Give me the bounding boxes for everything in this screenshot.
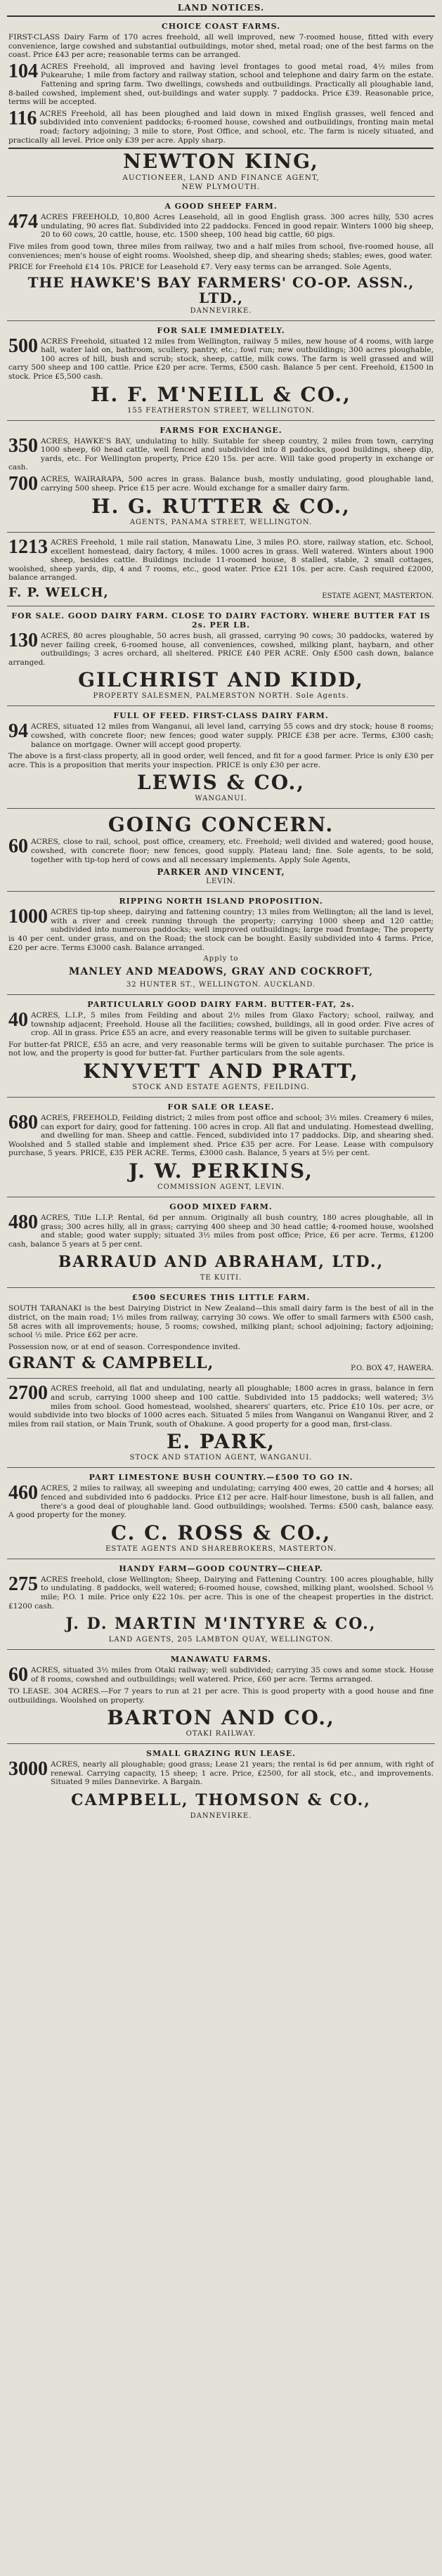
agent-name: BARRAUD AND ABRAHAM, LTD.,: [58, 1253, 384, 1272]
notice-little-farm: [7, 1288, 435, 1379]
agent-name: MANLEY AND MEADOWS, GRAY AND COCKROFT,: [68, 966, 374, 978]
agent-name: E. PARK,: [167, 1430, 275, 1454]
notice-heading: FARMS FOR EXCHANGE.: [160, 425, 282, 435]
notice-handy-farm: [7, 1559, 435, 1650]
listing-text: ACRES, 80 acres ploughable, 50 acres bush, all grassed, carrying 90 cows; 30 paddocks, watered by never failing creek, 6-roomed house, all conveniences, cowshed, milking plant, haybarn, and other outbuildings; 3 acres orchard, all sheltered. PRICE £40 PER ACRE. Only £500 cash down, balance arranged.: [8, 632, 434, 667]
notice-limestone-bush: [7, 1468, 435, 1559]
notice-heading: CHOICE COAST FARMS.: [161, 22, 281, 31]
agent-name: H. G. RUTTER & CO.,: [91, 495, 351, 519]
notice-heading: FOR SALE IMMEDIATELY.: [157, 325, 285, 335]
listing-text: ACRES, nearly all ploughable; good grass; Lease 21 years; the rental is 6d per annum, with right of renewal. Carrying capacity, 15 sheep; 1 acre. Price, £2500, for all stock, etc., and improvements. Situated 9 miles Dannevirke. A Bargain.: [51, 1760, 434, 1787]
notice-choice-coast-farms: [7, 17, 435, 197]
agent-line: [8, 1354, 434, 1372]
listing: [8, 908, 434, 952]
agent-line: AUCTIONEER, LAND AND FINANCE AGENT,: [122, 174, 320, 183]
divider: [8, 148, 434, 149]
notice-heading: PART LIMESTONE BUSH COUNTRY.—£500 TO GO IN.: [89, 1473, 353, 1483]
acres-number: 275: [8, 1573, 38, 1595]
listing: [8, 213, 434, 240]
agent-location: ESTATE AGENT, MASTERTON.: [322, 592, 434, 600]
notice-full-of-feed: [7, 706, 435, 809]
listing: [8, 1114, 434, 1158]
acres-number: 1000: [8, 906, 48, 928]
notice-manawatu-farms: [7, 1650, 435, 1744]
agent-location: LEVIN.: [206, 878, 236, 886]
acres-number: 500: [8, 334, 38, 357]
listing: [8, 632, 434, 667]
notice-manawatu-freehold: [7, 533, 435, 606]
agent-location: NEW PLYMOUTH.: [181, 183, 261, 192]
agent-name: C. C. ROSS & CO.,: [110, 1521, 332, 1544]
notice-farms-for-exchange: [7, 421, 435, 533]
listing: [8, 334, 434, 382]
listing-text: FIRST-CLASS Dairy Farm of 170 acres freehold, all well improved, new 7-roomed house, fitted with every convenience, large cowshed and substantial outbuildings, motor shed, metal road; one of the best farms on the coast. Price £43 per acre; reasonable terms can be arranged.: [8, 33, 434, 60]
listing: [8, 1011, 434, 1038]
acres-number: 480: [8, 1211, 38, 1234]
listing-text-extra: TO LEASE. 304 ACRES.—For 7 years to run at 21 per acre. This is good property with a good house and fine outbuildings. Woolshed on property.: [8, 1687, 434, 1705]
listing: [8, 1666, 434, 1684]
acres-number: 104: [8, 60, 38, 82]
acres-number: 700: [8, 473, 38, 495]
listing: [8, 722, 434, 749]
listing: [8, 1575, 434, 1611]
listing-text: ACRES, WAIRARAPA, 500 acres in grass. Balance bush, mostly undulating, good ploughable land, carrying 500 sheep. Price £15 per acre. Would exchange for a smaller dairy farm.: [41, 475, 434, 493]
listing: [8, 835, 434, 864]
agent-location: WANGANUI.: [195, 795, 247, 803]
acres-number: 130: [8, 630, 38, 651]
listing-text: SOUTH TARANAKI is the best Dairying District in New Zealand—this small dairy farm is the best of all in the district, on the main road; 1½ miles from railway, carrying 30 cows. We offer to small farmers with £500 cash, 58 acres with all improvements; house, 5 rooms; cowshed, milking plant; school adjoining; factory adjoining; school ½ mile. Price £62 per acre.: [8, 1304, 434, 1340]
notice-wanganui-freehold: [7, 1379, 435, 1468]
agent-name: KNYVETT AND PRATT,: [83, 1060, 359, 1084]
acres-number: 3000: [8, 1758, 48, 1781]
agent-location: TE KUITI.: [200, 1274, 242, 1282]
agent-name: GILCHRIST AND KIDD,: [78, 668, 364, 692]
listing-text-extra: The above is a first-class property, all in good order, well fenced, and fit for a good farmer. Price is only £30 per acre. This is a proposition that merits your inspection. PRICE is only £30 per acre.: [8, 752, 434, 769]
notice-particularly-good-dairy: [7, 995, 435, 1098]
listing-text: ACRES freehold, close Wellington; Sheep, Dairying and Fattening Country. 100 acres ploughable, hilly to undulating. 8 paddocks, well watered; 6-roomed house, cowshed, milking plant, woolshed. School ½ mile; P.O. 1 mile. Price only £22 10s. per acre. This is one of the cheapest properties in the district. £1200 cash.: [8, 1575, 434, 1611]
agent-name: PARKER AND VINCENT,: [157, 867, 285, 878]
listing-text: ACRES, 2 miles to railway, all sweeping and undulating; carrying 400 ewes, 20 cattle and 4 horses; all fenced and subdivided into 6 paddocks. Price £12 per acre. Half-hour limestone, bush is all fallen, and there's a good deal of ploughable land. Good outbuildings; woolshed. Terms: £500 cash, balance easy. A good property for the money.: [8, 1484, 434, 1520]
agent-location: P.O. BOX 47, HAWERA.: [351, 1365, 434, 1373]
acres-number: 94: [8, 720, 28, 743]
notice-heading: FULL OF FEED. FIRST-CLASS DAIRY FARM.: [113, 711, 329, 721]
listing-text: ACRES, Title L.I.P. Rental, 6d per annum. Originally all bush country, 180 acres ploughable, all in grass; 300 acres hilly, all in grass; carrying 400 sheep and 30 head cattle; 4-roomed house, woolshed and stable; good water supply; situated 3½ miles from post office; Price, £6 per acre. Terms, £1200 cash, balance 5 years at 5 per cent.: [8, 1214, 434, 1249]
agent-name: J. D. MARTIN M'INTYRE & CO.,: [65, 1615, 377, 1634]
listing-text-extra: For butter-fat PRICE, £55 an acre, and very reasonable terms will be given to suitable purchaser. The price is not low, and the property is good for butter-fat. Further particulars from the sole agents.: [8, 1040, 434, 1058]
agent-name: BARTON AND CO.,: [107, 1706, 335, 1730]
listing-text: ACRES, FREEHOLD, Feilding district; 2 miles from post office and school; 3½ miles. Creamery 6 miles, can export for dairy, good for fattening. 100 acres in crop. All flat and undulating. Homestead dwelling, and dwelling for man. Sheep and cattle. Fenced, subdivided into 17 paddocks. Dip, and shearing shed. Woolshed and 5 stalled stable and implement shed. Price £35 per acre. For Lease. Lease with compulsory purchase, 5 years. PRICE, £35 PER ACRE. Terms, £3000 cash. Balance, 5 years at 5½ per cent.: [8, 1114, 434, 1158]
agent-location: ESTATE AGENTS AND SHAREBROKERS, MASTERTON.: [105, 1544, 337, 1553]
notice-heading: FOR SALE OR LEASE.: [167, 1102, 275, 1112]
notice-north-island-proposition: [7, 892, 435, 995]
listing: [8, 60, 434, 107]
listing-text: ACRES Freehold, all has been ploughed and laid down in mixed English grasses, well fenced and subdivided into convenient paddocks; 6-roomed house, cowshed and outbuildings, fronting main metal road; factory adjoining; 3 mile to store, Post Office, and school, etc. The farm is nicely situated, and practically all level. Price only £39 per acre. Apply sharp.: [8, 109, 434, 145]
notice-good-sheep-farm: [7, 197, 435, 321]
notice-grazing-run-lease: [7, 1744, 435, 1826]
notice-heading: A GOOD SHEEP FARM.: [164, 202, 278, 212]
listing: [8, 1211, 434, 1249]
listing-text: ACRES, HAWKE'S BAY, undulating to hilly. Suitable for sheep country, 2 miles from town, carrying 1000 sheep, 60 head cattle, well fenced and subdivided into 8 paddocks, good buildings, sheep dip, yards, etc. For Wellington property, Price £20 15s. per acre. Will take good property in exchange or cash.: [8, 436, 434, 472]
listing-text: ACRES, close to rail, school, post office, creamery, etc. Freehold; well divided and watered; good house, cowshed, with concrete floor; new fences, good supply. Plateau land; fine. Sole agents, to be sold, together with tip-top herd of cows and all necessary implements. Apply Sole Agents,: [31, 838, 434, 864]
notice-good-mixed-farm: [7, 1197, 435, 1288]
listing-text: ACRES, L.I.P., 5 miles from Feilding and about 2½ miles from Glaxo Factory; school, railway, and township adjacent; Freehold. House all the facilities; cowshed, buildings, all in good order. Five acres of crop. All in grass. Price £55 an acre, and every reasonable terms will be given to suitable purchaser.: [31, 1011, 434, 1038]
notice-heading: RIPPING NORTH ISLAND PROPOSITION.: [119, 897, 323, 906]
listing: [8, 33, 434, 60]
agent-location: PROPERTY SALESMEN, PALMERSTON NORTH. Sole Agents.: [93, 692, 349, 701]
listing: [8, 434, 434, 472]
agent-location: AGENTS, PANAMA STREET, WELLINGTON.: [129, 519, 313, 527]
listing: [8, 1304, 434, 1339]
notice-heading: PARTICULARLY GOOD DAIRY FARM. BUTTER-FAT, 2s.: [87, 1000, 355, 1010]
acres-number: 350: [8, 434, 38, 457]
listing-price: PRICE for Freehold £14 10s. PRICE for Leasehold £7. Very easy terms can be arranged. Sole Agents,: [8, 263, 392, 272]
acres-number: 680: [8, 1112, 38, 1134]
notice-heading: GOOD MIXED FARM.: [169, 1202, 273, 1212]
acres-number: 2700: [8, 1382, 48, 1405]
notice-heading: £500 SECURES THIS LITTLE FARM.: [131, 1293, 311, 1303]
listing: [8, 1760, 434, 1787]
agent-name: H. F. M'NEILL & CO.,: [91, 382, 351, 406]
agent-location: 32 HUNTER ST., WELLINGTON. AUCKLAND.: [126, 981, 316, 989]
acres-number: 40: [8, 1009, 28, 1032]
land-notices-page: [7, 3, 435, 1828]
acres-number: 60: [8, 1664, 28, 1686]
agent-location: DANNEVIRKE.: [190, 1812, 252, 1821]
agent-name: THE HAWKE'S BAY FARMERS' CO-OP. ASSN., LTD.,: [27, 273, 415, 306]
listing: [8, 107, 434, 145]
agent-line: [8, 585, 434, 600]
listing-text: ACRES Freehold, all improved and having level frontages to good metal road, 4½ miles from Pukearuhe; 1 mile from factory and railway station, school and telephone and dairy farm on the estate. Fattening and spring farm. Two dwellings, cowsheds and outbuildings. Practically all ploughable land, 8-bailed cowshed, implement shed, out-buildings and water supply. 7 paddocks. Price £39. Reasonable price, terms will be accepted.: [8, 62, 434, 107]
agent-name: J. W. PERKINS,: [129, 1159, 313, 1183]
listing: [8, 475, 434, 493]
agent-name: CAMPBELL, THOMSON & CO.,: [71, 1791, 371, 1810]
listing: [8, 1384, 434, 1429]
agent-name: NEWTON KING,: [123, 150, 319, 174]
agent-location: DANNEVIRKE.: [190, 306, 252, 315]
agent-location: COMMISSION AGENT, LEVIN.: [157, 1183, 285, 1192]
listing-text-extra: Possession now, or at end of season. Correspondence invited.: [8, 1342, 240, 1351]
notice-heading: SMALL GRAZING RUN LEASE.: [146, 1749, 296, 1759]
agent-location: OTAKI RAILWAY.: [186, 1730, 256, 1738]
listing-text-extra: Five miles from good town, three miles from railway, two and a half miles from school, five-roomed house, all conveniences; men's house of eight rooms. Woolshed, sheep dip, and shearing sheds; stables; ewes, good water.: [8, 242, 434, 260]
notice-heading: HANDY FARM—GOOD COUNTRY—CHEAP.: [119, 1563, 323, 1573]
listing-text: ACRES, situated 3½ miles from Otaki railway; well subdivided; carrying 35 cows and some stock. House of 8 rooms, cowshed and outbuildings; well watered. Price, £60 per acre. Terms arranged.: [31, 1666, 434, 1684]
notice-good-dairy-farm: [7, 606, 435, 706]
listing-text: ACRES, situated 12 miles from Wanganui, all level land, carrying 55 cows and dry stock; house 8 rooms; cowshed, with concrete floor; new fences; good water supply. PRICE £38 per acre. Terms, £300 cash; balance on mortgage. Owner will accept good property.: [31, 722, 434, 749]
agent-location: LAND AGENTS, 205 LAMBTON QUAY, WELLINGTON.: [108, 1636, 334, 1644]
listing-text: ACRES freehold, all flat and undulating, nearly all ploughable; 1800 acres in grass, balance in fern and scrub, carrying 1000 sheep and 100 cattle. Subdivided into 15 paddocks; well watered; 3½ miles from school. Good homestead, woolshed, shearers' quarters, etc. Price £10 10s. per acre, or would subdivide into two blocks of 1000 acres each. Situated 5 miles from Wanganui on Wanganui River, and 2 miles from rail station, or Main Trunk, south of Ohakune. A good property for a good man, first-class.: [8, 1384, 434, 1429]
page-title: LAND NOTICES.: [177, 3, 265, 13]
notice-going-concern: [7, 809, 435, 892]
listing-text: ACRES FREEHOLD, 10,800 Acres Leasehold, all in good English grass. 300 acres hilly, 530 acres undulating, 90 acres flat. Subdivided into 22 paddocks. Fenced in good repair. Winters 1000 big sheep, 20 to 60 cows, 20 cattle, house, etc. 1500 sheep, 100 head big cattle, 60 pigs.: [41, 213, 434, 240]
notice-heading: GOING CONCERN.: [108, 813, 334, 837]
acres-number: 460: [8, 1482, 38, 1504]
agent-name: GRANT & CAMPBELL,: [8, 1354, 214, 1373]
acres-number: 1213: [8, 536, 48, 559]
listing-text: ACRES Freehold, 1 mile rail station, Manawatu Line, 3 miles P.O. store, railway station, etc. School, excellent homestead, dairy factory, 4 miles. 1000 acres in grass. Well watered. Winters about 1900 sheep, besides cattle. Buildings include 11-roomed house, 8 stalled, stable, 2 small cottages, woolshed, sheep yards, dip, 4 and 7 rooms, etc., good water. Price £21 10s. per acre. Cash required £2000, balance arranged.: [8, 538, 434, 583]
acres-number: 116: [8, 107, 37, 129]
agent-location: 155 FEATHERSTON STREET, WELLINGTON.: [127, 406, 315, 415]
notice-heading: MANAWATU FARMS.: [170, 1655, 272, 1665]
listing: [8, 1484, 434, 1519]
listing: [8, 538, 434, 583]
notice-sale-or-lease: [7, 1098, 435, 1197]
listing-text: ACRES Freehold, situated 12 miles from Wellington, railway 5 miles, new house of 4 rooms, with large hall, water laid on, bathroom, scullery, pantry, etc.; fowl run; new outbuildings; 300 acres ploughable, 100 acres of hill, bush and scrub; stock, sheep, cattle, milk cows. The farm is well grassed and will carry 500 sheep and 100 cattle. Price £20 per acre. Terms, £500 cash. Balance 5 per cent. Freehold, £1500 in stock. Price £5,500 cash.: [8, 337, 434, 382]
agent-name: LEWIS & CO.,: [136, 771, 306, 795]
agent-intro: Apply to: [203, 955, 239, 963]
agent-location: STOCK AND ESTATE AGENTS, FEILDING.: [132, 1084, 310, 1092]
notice-for-sale-immediately: [7, 321, 435, 421]
agent-name: F. P. WELCH,: [8, 585, 109, 600]
acres-number: 60: [8, 835, 28, 858]
notice-heading: FOR SALE. GOOD DAIRY FARM. CLOSE TO DAIRY FACTORY. WHERE BUTTER FAT IS 2s. PER LB.: [11, 611, 431, 630]
agent-location: STOCK AND STATION AGENT, WANGANUI.: [129, 1454, 313, 1462]
listing-text: ACRES tip-top sheep, dairying and fattening country; 13 miles from Wellington; all the land is level, with a river and creek running through the property; carrying 1000 sheep and 120 cattle; subdivided into numerous paddocks; well improved outbuildings; large road frontage; The property is 40 per cent. under grass, and on the Road; the stock can be bought. Easily subdivided into 4 farms. Price, £20 per acre. Terms £3000 cash. Balance arranged.: [8, 908, 434, 952]
acres-number: 474: [8, 211, 38, 233]
